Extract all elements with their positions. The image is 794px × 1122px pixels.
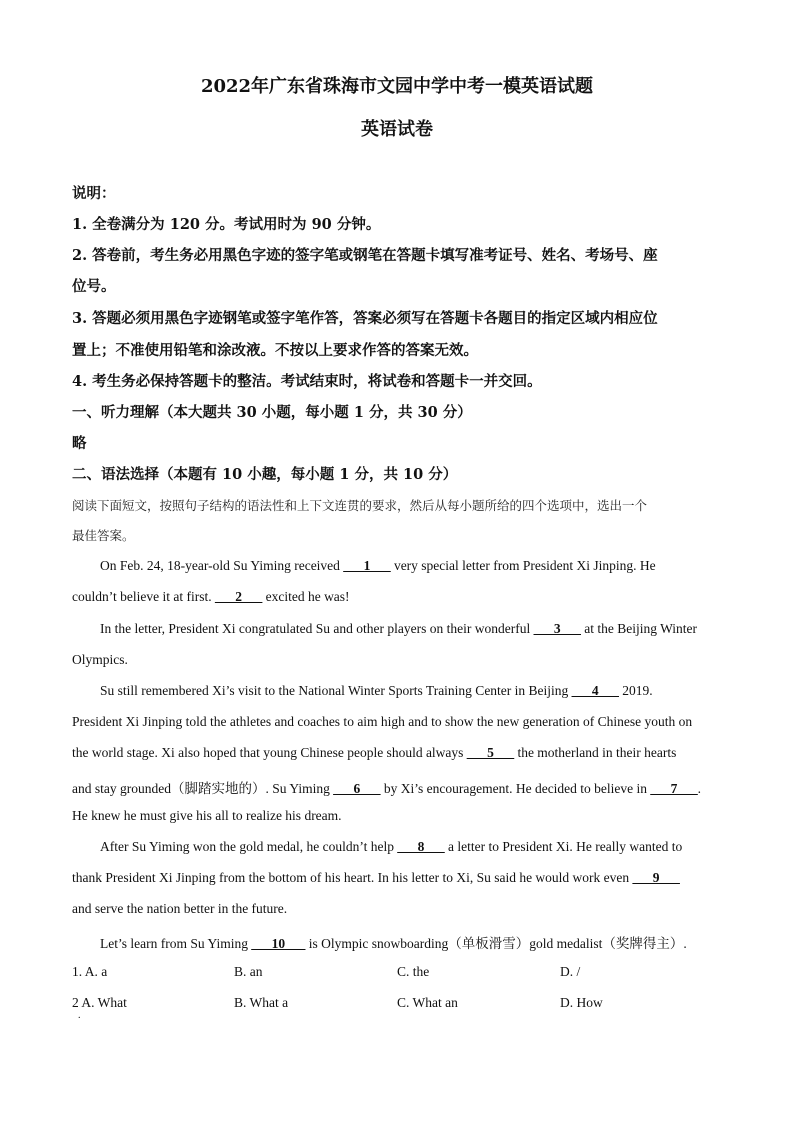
blank-1: ___1___ [343, 558, 391, 573]
footer-mark: . [78, 1010, 81, 1021]
instruction-item-3-cont: 置上；不准使用铅笔和涂改液。不按以上要求作答的答案无效。 [72, 342, 478, 359]
instruction-item-4: 4. 考生务必保持答题卡的整洁。考试结束时，将试卷和答题卡一并交回。 [72, 373, 542, 390]
passage-line: Olympics. [72, 652, 128, 667]
passage-line: and stay grounded（脚踏实地的）. Su Yiming ___6___ by Xi’s encouragement. He decided to believe in ___7___. [72, 781, 702, 796]
blank-2: ___2___ [214, 589, 263, 604]
blank-8: ___8___ [397, 839, 445, 854]
question-1-option-a: 1. A. a [72, 964, 108, 979]
instruction-item-3: 3. 答题必须用黑色字迹钢笔或签字笔作答，答案必须写在答题卡各题目的指定区域内相应位 [72, 310, 658, 327]
passage-line: couldn’t believe it at first. ___2___ excited he was! [72, 589, 350, 604]
question-2-option-b: B. What a [234, 995, 289, 1010]
blank-9: ___9___ [632, 870, 680, 885]
blank-5: ___5___ [466, 745, 515, 760]
question-2-option-c: C. What an [397, 995, 458, 1010]
instructions-heading: 说明： [72, 185, 116, 202]
section-2-directions-cont: 最佳答案。 [72, 528, 135, 543]
section-1-heading: 一、听力理解（本大题共 30 小题，每小题 1 分，共 30 分） [72, 404, 472, 421]
question-2-option-d: D. How [560, 995, 603, 1010]
page-subtitle: 英语试卷 [361, 119, 433, 140]
section-2-directions: 阅读下面短文，按照句子结构的语法性和上下文连贯的要求，然后从每小题所给的四个选项中，选出一个 [72, 498, 648, 513]
passage-line: thank President Xi Jinping from the bottom of his heart. In his letter to Xi, Su said he would work even ___9___ [72, 870, 680, 885]
passage-line: President Xi Jinping told the athletes and coaches to aim high and to show the new generation of Chinese youth on [72, 714, 693, 729]
question-2-option-a: 2 A. What [72, 995, 127, 1010]
passage-line: After Su Yiming won the gold medal, he couldn’t help ___8___ a letter to President Xi. He really wanted to [100, 839, 683, 854]
instruction-item-1: 1. 全卷满分为 120 分。考试用时为 90 分钟。 [72, 216, 381, 233]
instruction-item-2-cont: 位号。 [72, 278, 116, 295]
passage-line: Let’s learn from Su Yiming ___10___ is Olympic snowboarding（单板滑雪）gold medalist（奖牌得主）. [100, 936, 687, 951]
passage-line: the world stage. Xi also hoped that young Chinese people should always ___5___ the motherland in their hearts [72, 745, 677, 760]
section-1-content: 略 [72, 435, 87, 452]
section-2-heading: 二、语法选择（本题有 10 小趣，每小题 1 分，共 10 分） [72, 466, 458, 483]
question-1-option-b: B. an [234, 964, 263, 979]
passage-line: In the letter, President Xi congratulated Su and other players on their wonderful ___3___ at the Beijing Winter [100, 621, 698, 636]
blank-7: ___7___ [650, 781, 698, 796]
blank-4: ___4___ [571, 683, 619, 698]
page-title: 2022年广东省珠海市文园中学中考一模英语试题 [200, 76, 594, 97]
blank-10: ___10___ [251, 936, 306, 951]
instruction-item-2: 2. 答卷前，考生务必用黑色字迹的签字笔或钢笔在答题卡填写准考证号、姓名、考场号、座 [72, 247, 658, 264]
passage-line: and serve the nation better in the future. [72, 901, 288, 916]
passage-line: On Feb. 24, 18-year-old Su Yiming received ___1___ very special letter from President Xi Jinping. He [100, 558, 656, 573]
blank-3: ___3___ [533, 621, 581, 636]
passage-line: He knew he must give his all to realize his dream. [72, 808, 342, 823]
passage-line: Su still remembered Xi’s visit to the National Winter Sports Training Center in Beijing ___4___ 2019. [100, 683, 653, 698]
blank-6: ___6___ [333, 781, 381, 796]
question-1-option-c: C. the [397, 964, 430, 979]
question-1-option-d: D. / [560, 964, 581, 979]
